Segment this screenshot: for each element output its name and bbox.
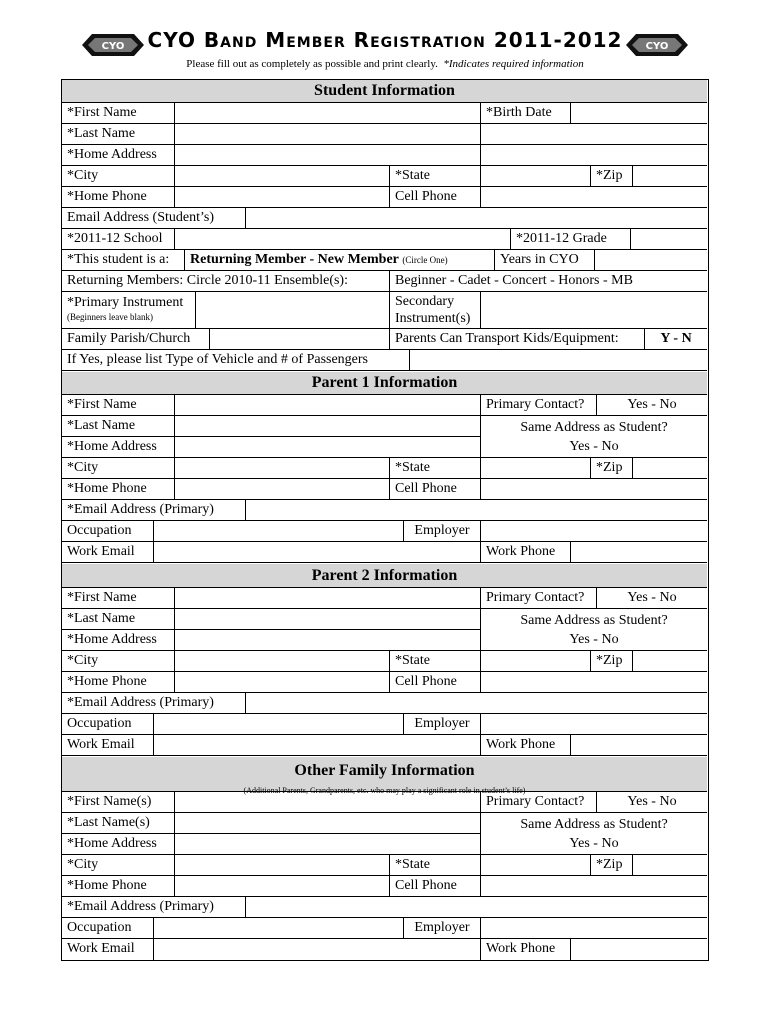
student-address-extra[interactable] bbox=[481, 145, 707, 165]
student-city-label: *City bbox=[62, 166, 175, 186]
parent1-row-phone bbox=[62, 479, 707, 500]
transport-choice[interactable]: Y - N bbox=[660, 331, 692, 346]
beginners-blank-note: (Beginners leave blank) bbox=[67, 312, 153, 322]
other-work-email-label: Work Email bbox=[62, 939, 154, 960]
secondary-instrument-label bbox=[390, 292, 481, 328]
section-parent2-heading: Parent 2 Information bbox=[62, 564, 707, 588]
parent2-same-address-label: Same Address as Student? bbox=[520, 613, 668, 628]
parish-label: Family Parish/Church bbox=[62, 329, 210, 349]
student-zip-label: *Zip bbox=[591, 166, 633, 186]
required-note: *Indicates required information bbox=[443, 58, 584, 70]
parent2-last-name-field[interactable] bbox=[175, 609, 481, 629]
svg-text:CYO: CYO bbox=[101, 41, 125, 52]
student-row-name bbox=[62, 103, 707, 124]
parent1-row-email bbox=[62, 500, 707, 521]
parent2-zip-field[interactable] bbox=[633, 651, 707, 671]
parent1-city-field[interactable] bbox=[175, 458, 390, 478]
parent2-email-field[interactable] bbox=[246, 693, 707, 713]
parent2-primary-contact-label: Primary Contact? bbox=[481, 588, 597, 608]
parent1-row-occupation bbox=[62, 521, 707, 542]
cyo-logo-right bbox=[622, 32, 692, 58]
parent2-city-field[interactable] bbox=[175, 651, 390, 671]
student-row-city bbox=[62, 166, 707, 187]
other-home-phone-label: *Home Phone bbox=[62, 876, 175, 896]
other-employer-field[interactable] bbox=[481, 918, 707, 938]
other-state-label: *State bbox=[390, 855, 481, 875]
student-home-address-field[interactable] bbox=[175, 145, 481, 165]
parent2-home-address-label: *Home Address bbox=[62, 630, 175, 650]
parent1-home-address-label: *Home Address bbox=[62, 437, 175, 457]
parent2-section bbox=[62, 588, 707, 756]
student-cell-phone-label: Cell Phone bbox=[390, 187, 481, 207]
parent1-last-name-label: *Last Name bbox=[62, 416, 175, 436]
ensemble-choices[interactable]: Beginner - Cadet - Concert - Honors - MB bbox=[395, 273, 633, 288]
parent2-employer-field[interactable] bbox=[481, 714, 707, 734]
other-first-name-field[interactable] bbox=[175, 792, 481, 812]
student-is-label: *This student is a: bbox=[62, 250, 185, 270]
other-row-city bbox=[62, 855, 707, 876]
parent1-primary-contact-label: Primary Contact? bbox=[481, 395, 597, 415]
parent1-last-name-field[interactable] bbox=[175, 416, 481, 436]
secondary-instrument-field[interactable] bbox=[481, 292, 707, 328]
parent2-primary-contact-choice[interactable]: Yes - No bbox=[627, 590, 677, 605]
other-city-field[interactable] bbox=[175, 855, 390, 875]
form-title: CYO Band Member Registration 2011-2012 bbox=[147, 28, 623, 52]
parent1-employer-field[interactable] bbox=[481, 521, 707, 541]
parent1-row-city bbox=[62, 458, 707, 479]
primary-instrument-field[interactable] bbox=[196, 292, 390, 328]
other-row-email bbox=[62, 897, 707, 918]
parent2-row-email bbox=[62, 693, 707, 714]
registration-form bbox=[61, 79, 709, 961]
parent2-state-label: *State bbox=[390, 651, 481, 671]
section-student-heading: Student Information bbox=[62, 80, 707, 103]
section-parent1-heading: Parent 1 Information bbox=[62, 372, 707, 395]
student-row-address bbox=[62, 145, 707, 166]
student-home-address-label: *Home Address bbox=[62, 145, 175, 165]
parent1-row-name bbox=[62, 395, 707, 416]
student-row-school bbox=[62, 229, 707, 250]
parent2-home-phone-field[interactable] bbox=[175, 672, 390, 692]
other-same-address-label: Same Address as Student? bbox=[520, 817, 668, 832]
parent2-same-address-choice: Yes - No bbox=[569, 632, 619, 647]
student-state-label: *State bbox=[390, 166, 481, 186]
other-row-occupation bbox=[62, 918, 707, 939]
svg-text:CYO: CYO bbox=[645, 41, 669, 52]
other-cell-phone-field[interactable] bbox=[481, 876, 707, 896]
student-row-email bbox=[62, 208, 707, 229]
other-same-address-choice: Yes - No bbox=[569, 836, 619, 851]
returning-ensembles-label: Returning Members: Circle 2010-11 Ensemble(s): bbox=[62, 271, 390, 291]
parent1-work-email-field[interactable] bbox=[154, 542, 481, 562]
parent1-state-field[interactable] bbox=[481, 458, 591, 478]
other-employer-label: Employer bbox=[404, 918, 481, 938]
student-email-label: Email Address (Student’s) bbox=[62, 208, 246, 228]
student-last-name-label: *Last Name bbox=[62, 124, 175, 144]
parent2-row-phone bbox=[62, 672, 707, 693]
student-school-field[interactable] bbox=[175, 229, 511, 249]
other-primary-contact-choice[interactable]: Yes - No bbox=[627, 794, 677, 809]
other-row-work bbox=[62, 939, 707, 960]
other-first-name-label: *First Name(s) bbox=[62, 792, 175, 812]
other-home-phone-field[interactable] bbox=[175, 876, 390, 896]
parent1-occupation-label: Occupation bbox=[62, 521, 154, 541]
circle-one-note: (Circle One) bbox=[402, 255, 448, 265]
student-home-phone-label: *Home Phone bbox=[62, 187, 175, 207]
secondary-instrument-line1: Secondary bbox=[395, 294, 455, 309]
parent1-employer-label: Employer bbox=[404, 521, 481, 541]
other-email-field[interactable] bbox=[246, 897, 707, 917]
other-zip-field[interactable] bbox=[633, 855, 707, 875]
student-zip-field[interactable] bbox=[633, 166, 707, 186]
other-home-address-field[interactable] bbox=[175, 834, 481, 854]
parent1-work-phone-label: Work Phone bbox=[481, 542, 571, 562]
other-state-field[interactable] bbox=[481, 855, 591, 875]
parent2-row-occupation bbox=[62, 714, 707, 735]
parent2-cell-phone-field[interactable] bbox=[481, 672, 707, 692]
primary-instrument-text: *Primary Instrument bbox=[67, 295, 184, 310]
other-same-address[interactable] bbox=[481, 813, 707, 854]
student-grade-field[interactable] bbox=[631, 229, 707, 249]
parent2-last-name-label: *Last Name bbox=[62, 609, 175, 629]
student-row-parish bbox=[62, 329, 707, 350]
parent1-occupation-field[interactable] bbox=[154, 521, 404, 541]
other-occupation-label: Occupation bbox=[62, 918, 154, 938]
parent2-work-email-field[interactable] bbox=[154, 735, 481, 755]
student-email-field[interactable] bbox=[246, 208, 707, 228]
student-first-name-field[interactable] bbox=[175, 103, 481, 123]
form-instructions bbox=[0, 58, 770, 70]
other-work-phone-field[interactable] bbox=[571, 939, 707, 960]
parent1-home-phone-field[interactable] bbox=[175, 479, 390, 499]
parent1-home-address-field[interactable] bbox=[175, 437, 481, 457]
vehicle-label: If Yes, please list Type of Vehicle and # of Passengers bbox=[62, 350, 410, 370]
parent1-zip-field[interactable] bbox=[633, 458, 707, 478]
student-state-field[interactable] bbox=[481, 166, 591, 186]
parent1-home-phone-label: *Home Phone bbox=[62, 479, 175, 499]
parent2-home-address-field[interactable] bbox=[175, 630, 481, 650]
parent2-work-phone-label: Work Phone bbox=[481, 735, 571, 755]
parent1-work-phone-field[interactable] bbox=[571, 542, 707, 562]
years-in-cyo-field[interactable] bbox=[595, 250, 707, 270]
other-cell-phone-label: Cell Phone bbox=[390, 876, 481, 896]
parent1-city-label: *City bbox=[62, 458, 175, 478]
parent2-employer-label: Employer bbox=[404, 714, 481, 734]
parent1-same-address[interactable] bbox=[481, 416, 707, 457]
parent2-email-label: *Email Address (Primary) bbox=[62, 693, 246, 713]
student-birth-date-field[interactable] bbox=[571, 103, 707, 123]
page-header bbox=[0, 22, 770, 82]
parent2-home-phone-label: *Home Phone bbox=[62, 672, 175, 692]
student-last-name-field[interactable] bbox=[175, 124, 481, 144]
parent1-same-address-label: Same Address as Student? bbox=[520, 420, 668, 435]
parent2-zip-label: *Zip bbox=[591, 651, 633, 671]
parent2-occupation-label: Occupation bbox=[62, 714, 154, 734]
parent2-city-label: *City bbox=[62, 651, 175, 671]
parent1-primary-contact-choice[interactable]: Yes - No bbox=[627, 397, 677, 412]
student-row-instrument bbox=[62, 292, 707, 329]
secondary-instrument-line2: Instrument(s) bbox=[395, 311, 471, 326]
student-birth-date-extra[interactable] bbox=[481, 124, 707, 144]
parent1-same-address-choice: Yes - No bbox=[569, 439, 619, 454]
parent2-work-email-label: Work Email bbox=[62, 735, 154, 755]
parent1-first-name-label: *First Name bbox=[62, 395, 175, 415]
other-zip-label: *Zip bbox=[591, 855, 633, 875]
parent1-cell-phone-field[interactable] bbox=[481, 479, 707, 499]
student-grade-label: *2011-12 Grade bbox=[511, 229, 631, 249]
other-heading-title: Other Family Information bbox=[294, 762, 475, 779]
other-heading-note: (Additional Parents, Grandparents, etc. who may play a significant role in student’s life) bbox=[243, 786, 526, 795]
parent1-first-name-field[interactable] bbox=[175, 395, 481, 415]
other-home-address-label: *Home Address bbox=[62, 834, 175, 854]
parent2-occupation-field[interactable] bbox=[154, 714, 404, 734]
other-work-phone-label: Work Phone bbox=[481, 939, 571, 960]
other-last-name-field[interactable] bbox=[175, 813, 481, 833]
years-in-cyo-label: Years in CYO bbox=[495, 250, 595, 270]
transport-label: Parents Can Transport Kids/Equipment: bbox=[390, 329, 645, 349]
parent1-row-work bbox=[62, 542, 707, 563]
other-row-name bbox=[62, 792, 707, 813]
vehicle-field[interactable] bbox=[410, 350, 707, 370]
other-occupation-field[interactable] bbox=[154, 918, 404, 938]
parent1-work-email-label: Work Email bbox=[62, 542, 154, 562]
student-row-phone bbox=[62, 187, 707, 208]
student-row-member-type bbox=[62, 250, 707, 271]
other-work-email-field[interactable] bbox=[154, 939, 481, 960]
other-section bbox=[62, 792, 707, 960]
other-row-phone bbox=[62, 876, 707, 897]
parent1-state-label: *State bbox=[390, 458, 481, 478]
student-cell-phone-field[interactable] bbox=[481, 187, 707, 207]
parent2-work-phone-field[interactable] bbox=[571, 735, 707, 755]
student-first-name-label: *First Name bbox=[62, 103, 175, 123]
student-row-last bbox=[62, 124, 707, 145]
parent1-section bbox=[62, 395, 707, 563]
student-city-field[interactable] bbox=[175, 166, 390, 186]
parent2-state-field[interactable] bbox=[481, 651, 591, 671]
other-primary-contact-label: Primary Contact? bbox=[481, 792, 597, 812]
parent1-email-field[interactable] bbox=[246, 500, 707, 520]
other-city-label: *City bbox=[62, 855, 175, 875]
parish-field[interactable] bbox=[210, 329, 390, 349]
parent2-same-address[interactable] bbox=[481, 609, 707, 650]
parent1-zip-label: *Zip bbox=[591, 458, 633, 478]
parent1-cell-phone-label: Cell Phone bbox=[390, 479, 481, 499]
student-birth-date-label: *Birth Date bbox=[481, 103, 571, 123]
member-type-options: Returning Member - New Member bbox=[190, 252, 399, 267]
student-row-vehicle bbox=[62, 350, 707, 371]
other-last-name-label: *Last Name(s) bbox=[62, 813, 175, 833]
parent2-row-name bbox=[62, 588, 707, 609]
parent2-row-work bbox=[62, 735, 707, 756]
parent1-email-label: *Email Address (Primary) bbox=[62, 500, 246, 520]
parent2-row-city bbox=[62, 651, 707, 672]
other-email-label: *Email Address (Primary) bbox=[62, 897, 246, 917]
instructions-text: Please fill out as completely as possible and print clearly. bbox=[186, 58, 438, 70]
student-home-phone-field[interactable] bbox=[175, 187, 390, 207]
student-row-ensembles bbox=[62, 271, 707, 292]
parent2-cell-phone-label: Cell Phone bbox=[390, 672, 481, 692]
primary-instrument-label bbox=[62, 292, 196, 328]
member-type-choice[interactable] bbox=[185, 250, 495, 270]
parent2-first-name-field[interactable] bbox=[175, 588, 481, 608]
student-school-label: *2011-12 School bbox=[62, 229, 175, 249]
parent2-first-name-label: *First Name bbox=[62, 588, 175, 608]
student-section bbox=[62, 103, 707, 371]
section-other-heading bbox=[62, 757, 707, 795]
